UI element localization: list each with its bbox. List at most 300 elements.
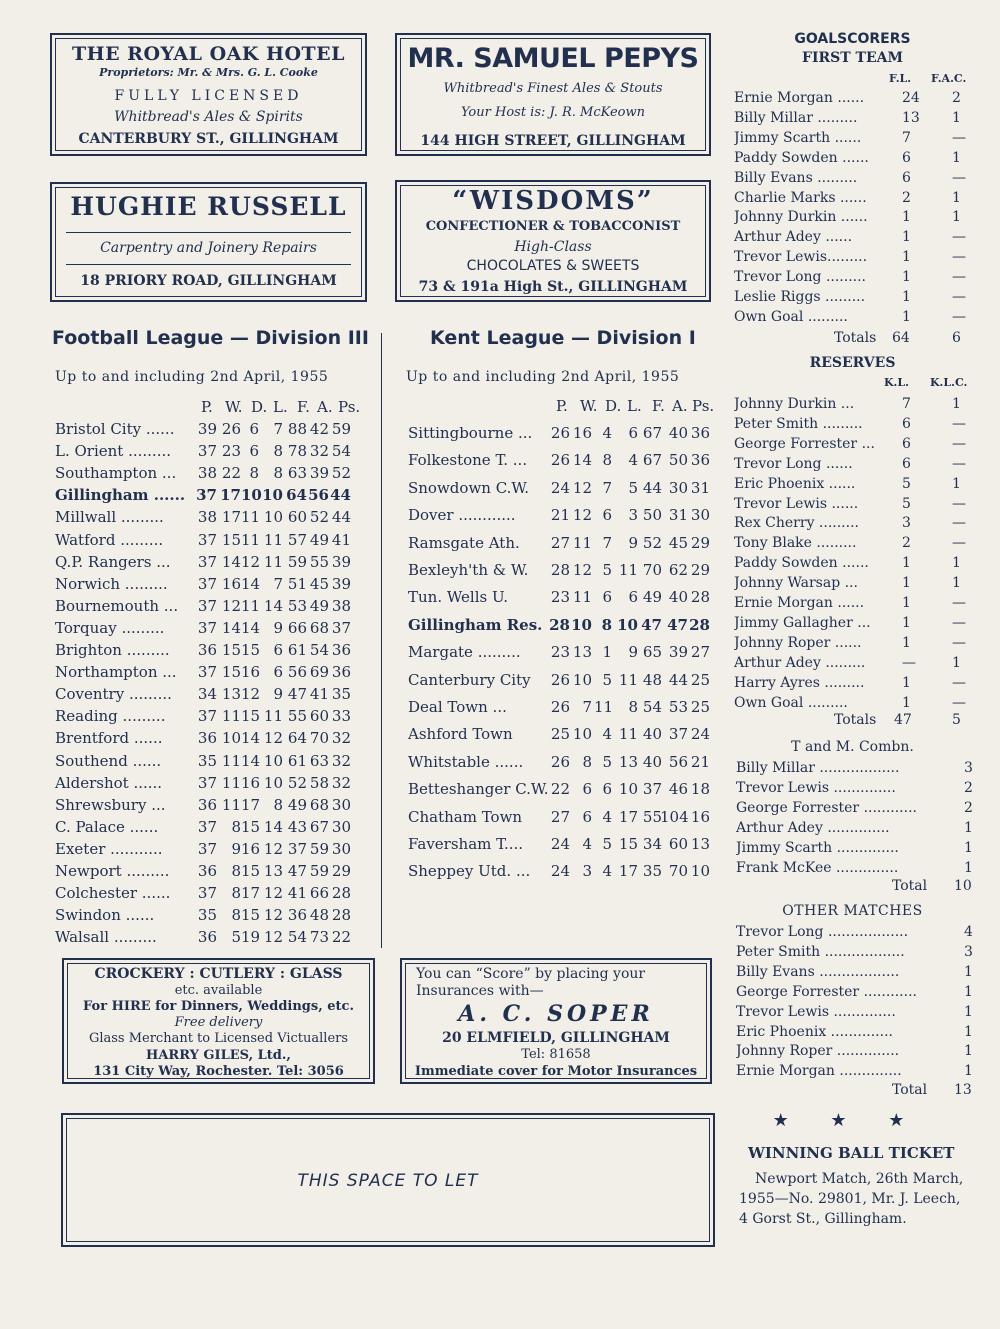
scorer-name: Trevor Lewis ...... <box>734 495 859 512</box>
stat-cell: 32 <box>331 773 351 792</box>
scorer-row <box>734 496 974 516</box>
stat-cell: 24 <box>550 835 570 853</box>
stat-cell: 55 <box>309 552 329 571</box>
stat-cell: 6 <box>628 424 638 442</box>
goal-count-a: 6 <box>902 415 911 432</box>
stat-cell: 12 <box>241 685 261 704</box>
stat-cell: 56 <box>668 752 688 771</box>
stat-cell: 54 <box>287 928 307 947</box>
stat-cell: 12 <box>572 478 592 497</box>
total-value: 10 <box>954 878 972 894</box>
col-klc: K.L.C. <box>930 376 968 389</box>
stat-cell: 1 <box>602 643 612 662</box>
scorer-name: Trevor Long ......... <box>734 269 867 286</box>
stat-cell: 14 <box>221 552 241 571</box>
stat-cell: 66 <box>309 884 329 903</box>
scorer-row <box>734 289 974 309</box>
stat-cell: 53 <box>668 698 688 716</box>
reserves-heading: RESERVES <box>809 355 896 371</box>
stat-cell: 26 <box>550 698 570 716</box>
stat-cell: 8 <box>273 464 283 483</box>
league-row <box>408 451 718 473</box>
scorer-row <box>734 269 974 289</box>
league-row <box>55 818 370 840</box>
stat-cell: 29 <box>331 862 351 880</box>
team-name: C. Palace ...... <box>55 817 159 836</box>
stat-cell: 27 <box>550 533 570 552</box>
scorer-name: Arthur Adey ...... <box>734 229 853 246</box>
league-row <box>55 685 370 707</box>
goal-count-a: 1 <box>902 614 911 631</box>
col-d: D. <box>251 398 268 416</box>
scorer-name: Trevor Lewis .............. <box>736 1003 896 1020</box>
stat-cell: 10 <box>618 780 638 799</box>
stat-cell: 38 <box>197 508 217 527</box>
goal-count-a: 1 <box>902 249 911 266</box>
stat-cell: 27 <box>690 643 710 662</box>
stat-cell: 17 <box>241 884 261 903</box>
stat-cell: 28 <box>689 615 710 634</box>
league-row <box>55 729 370 751</box>
stat-cell: 32 <box>331 751 351 770</box>
stat-cell: 10 <box>572 670 592 689</box>
stat-cell: 11 <box>221 707 241 726</box>
scorer-name: Leslie Riggs ......... <box>734 289 866 305</box>
stat-cell: 40 <box>642 725 662 744</box>
scorer-row <box>734 436 974 456</box>
stat-cell: 15 <box>221 530 241 549</box>
league-row <box>55 884 370 906</box>
stat-cell: 34 <box>642 835 662 853</box>
russell-divider-2 <box>66 264 351 265</box>
division3-table <box>55 398 370 948</box>
col-kl: K.L. <box>884 376 909 389</box>
ticket-line2: 1955—No. 29801, Mr. J. Leech, <box>739 1191 961 1207</box>
goal-count-b: 1 <box>952 209 961 226</box>
stat-cell: 60 <box>287 508 307 527</box>
stat-cell: 11 <box>221 751 241 770</box>
stat-cell: 64 <box>287 729 307 748</box>
scorer-row <box>736 820 974 840</box>
scorer-row <box>734 476 974 496</box>
stat-cell: 11 <box>572 533 592 552</box>
col-w: W. <box>225 398 243 416</box>
team-name: Gillingham ...... <box>55 486 186 505</box>
crockery-line4: Glass Merchant to Licensed Victuallers <box>88 1031 349 1046</box>
scorer-name: Peter Smith ......... <box>734 415 863 432</box>
stat-cell: 30 <box>668 478 688 497</box>
stat-cell: 37 <box>197 884 217 903</box>
stat-cell: 9 <box>628 643 638 662</box>
scorer-row <box>734 209 974 229</box>
goal-count-b: — <box>952 634 966 651</box>
scorer-row <box>734 229 974 249</box>
first-team-totals <box>734 330 974 350</box>
stat-cell: 23 <box>221 442 241 461</box>
scorer-name: Tony Blake ......... <box>734 535 857 552</box>
team-name: Betteshanger C.W. <box>408 780 549 799</box>
scorer-name: Charlie Marks ...... <box>734 189 867 206</box>
goal-count-a: 5 <box>902 475 911 492</box>
stat-cell: 58 <box>309 773 329 792</box>
royal-oak-address: CANTERBURY ST., GILLINGHAM <box>78 131 339 147</box>
goal-count-a: 13 <box>902 109 920 126</box>
stat-cell: 44 <box>331 508 351 527</box>
league-row <box>55 420 370 442</box>
goal-count: 1 <box>964 963 973 980</box>
stat-cell: 16 <box>241 663 261 682</box>
stat-cell: 70 <box>668 862 688 881</box>
stat-cell: 37 <box>197 773 217 792</box>
stat-cell: 4 <box>602 725 612 744</box>
stat-cell: 47 <box>667 615 688 634</box>
goal-count-a: 5 <box>902 495 911 512</box>
stat-cell: 26 <box>550 424 570 442</box>
league-row <box>408 862 718 884</box>
league-row <box>408 424 718 446</box>
ad-wisdoms <box>395 180 711 302</box>
other-table <box>736 924 974 1104</box>
goal-count-a: 7 <box>902 129 911 146</box>
scorer-row <box>734 515 974 535</box>
team-name: Gillingham Res. <box>408 615 543 634</box>
stat-cell: 39 <box>309 464 329 483</box>
stat-cell: 8 <box>231 817 241 836</box>
stat-cell: 4 <box>602 807 612 826</box>
col-fl: F.L. <box>889 72 912 85</box>
stat-cell: 10 <box>221 729 241 748</box>
crockery-name: HARRY GILES, Ltd., <box>146 1048 291 1063</box>
ad-space-to-let <box>61 1113 715 1247</box>
stat-cell: 13 <box>618 752 638 771</box>
goal-count: 3 <box>964 943 973 960</box>
stat-cell: 38 <box>331 596 351 615</box>
stat-cell: 7 <box>273 420 283 438</box>
league-row <box>408 808 718 830</box>
stat-cell: 40 <box>642 752 662 771</box>
other-total <box>736 1082 974 1102</box>
stat-cell: 64 <box>286 486 307 505</box>
scorer-name: Johnny Durkin ... <box>734 396 855 412</box>
ticket-line1: Newport Match, 26th March, <box>755 1171 964 1187</box>
team-name: Watford ......... <box>55 530 164 549</box>
team-name: Dover ............ <box>408 506 516 525</box>
first-team-heading: FIRST TEAM <box>802 50 903 66</box>
col-a: A. <box>317 398 333 416</box>
stat-cell: 16 <box>572 424 592 442</box>
stat-cell: 8 <box>602 451 612 470</box>
scorer-name: Johnny Durkin ...... <box>734 209 868 226</box>
scorer-row <box>736 944 974 964</box>
league-row <box>55 553 370 575</box>
team-name: Bournemouth ... <box>55 596 179 615</box>
stat-cell: 28 <box>690 588 710 607</box>
total-fl: 64 <box>892 330 910 346</box>
scorer-row <box>734 555 974 575</box>
league-row <box>55 464 370 486</box>
pepys-host: Your Host is: J. R. McKeown <box>460 105 646 120</box>
stat-cell: 28 <box>550 561 570 579</box>
stat-cell: 39 <box>197 420 217 438</box>
scorer-row <box>736 1004 974 1024</box>
stat-cell: 19 <box>241 928 261 947</box>
league-row <box>408 561 718 583</box>
goal-count-a: 1 <box>902 634 911 651</box>
goal-count-a: 24 <box>902 90 920 106</box>
stat-cell: 5 <box>628 478 638 497</box>
russell-title: HUGHIE RUSSELL <box>70 192 347 221</box>
totals-label: Totals <box>834 712 877 728</box>
stat-cell: 15 <box>221 663 241 682</box>
team-name: Canterbury City <box>408 670 531 689</box>
stat-cell: 56 <box>287 663 307 682</box>
scorer-name: Trevor Lewis......... <box>734 249 868 266</box>
team-name: Tun. Wells U. <box>408 588 509 607</box>
team-name: Folkestone T. ... <box>408 451 528 470</box>
stars-divider: ★ ★ ★ <box>772 1110 923 1131</box>
reserves-table <box>734 376 974 736</box>
stat-cell: 47 <box>287 685 307 704</box>
goal-count: 2 <box>964 779 973 796</box>
stat-cell: 49 <box>642 588 662 607</box>
stat-cell: 11 <box>572 588 592 607</box>
col-ps: Ps. <box>338 398 361 416</box>
scorer-row <box>736 1024 974 1044</box>
team-name: Southampton ... <box>55 464 177 483</box>
stat-cell: 26 <box>550 752 570 771</box>
total-klc: 5 <box>952 712 961 728</box>
scorer-row <box>734 90 974 110</box>
stat-cell: 17 <box>618 862 638 881</box>
goal-count-b: 1 <box>952 654 961 671</box>
goal-count-b: — <box>952 415 966 432</box>
stat-cell: 10 <box>263 508 283 527</box>
stat-cell: 8 <box>601 615 612 634</box>
stat-cell: 73 <box>309 928 329 947</box>
stat-cell: 55 <box>642 807 662 826</box>
stat-cell: 16 <box>221 574 241 593</box>
russell-divider <box>66 232 351 233</box>
goal-count: 1 <box>964 983 973 1000</box>
stat-cell: 8 <box>231 884 241 903</box>
stat-cell: 30 <box>331 795 351 814</box>
team-name: Brighton ......... <box>55 641 170 659</box>
division3-subtitle: Up to and including 2nd April, 1955 <box>55 369 329 385</box>
stat-cell: 11 <box>618 725 638 744</box>
stat-cell: 6 <box>249 420 259 438</box>
stat-cell: 7 <box>582 698 592 716</box>
stat-cell: 9 <box>231 839 241 858</box>
stat-cell: 15 <box>241 641 261 659</box>
pepys-address: 144 HIGH STREET, GILLINGHAM <box>420 133 686 149</box>
scorer-name: Paddy Sowden ...... <box>734 555 869 572</box>
goal-count: 1 <box>964 1063 973 1080</box>
wisdoms-address: 73 & 191a High St., GILLINGHAM <box>418 279 688 295</box>
goal-count-b: 1 <box>952 575 961 592</box>
col-a: A. <box>672 397 688 415</box>
stat-cell: 35 <box>331 685 351 704</box>
stat-cell: 7 <box>273 574 283 593</box>
team-name: Ashford Town <box>408 725 513 744</box>
goal-count-b: — <box>952 169 966 186</box>
stat-cell: 11 <box>221 795 241 814</box>
stat-cell: 52 <box>309 508 329 527</box>
stat-cell: 22 <box>331 928 351 947</box>
scorer-name: Harry Ayres ......... <box>734 674 865 691</box>
other-heading: OTHER MATCHES <box>782 903 923 919</box>
stat-cell: 8 <box>231 862 241 880</box>
stat-cell: 8 <box>628 698 638 716</box>
stat-cell: 22 <box>221 464 241 483</box>
stat-cell: 25 <box>550 725 570 744</box>
goal-count-a: 1 <box>902 555 911 572</box>
scorer-row <box>734 456 974 476</box>
stat-cell: 61 <box>287 751 307 770</box>
stat-cell: 50 <box>668 451 688 470</box>
col-p: P. <box>201 398 213 416</box>
stat-cell: 9 <box>628 533 638 552</box>
team-name: Sittingbourne ... <box>408 424 533 442</box>
column-divider <box>381 333 382 948</box>
stat-cell: 14 <box>263 596 283 615</box>
scorer-name: Billy Millar ......... <box>734 109 858 126</box>
scorer-name: Billy Evans .................. <box>736 963 900 980</box>
stat-cell: 8 <box>273 795 283 814</box>
stat-cell: 88 <box>287 420 307 438</box>
first-team-cols <box>734 72 974 92</box>
goal-count-b: — <box>952 269 966 286</box>
stat-cell: 11 <box>241 596 261 615</box>
stat-cell: 4 <box>602 424 612 442</box>
stat-cell: 13 <box>221 685 241 704</box>
stat-cell: 62 <box>668 561 688 579</box>
stat-cell: 14 <box>263 817 283 836</box>
stat-cell: 31 <box>668 506 688 525</box>
stat-cell: 36 <box>690 424 710 442</box>
stat-cell: 22 <box>550 780 570 799</box>
stat-cell: 37 <box>197 839 217 858</box>
stat-cell: 37 <box>197 663 217 682</box>
stat-cell: 24 <box>550 478 570 497</box>
stat-cell: 44 <box>668 670 688 689</box>
scorer-name: Trevor Lewis .............. <box>736 779 896 796</box>
goal-count-b: — <box>952 435 966 452</box>
scorer-name: Own Goal ......... <box>734 694 848 711</box>
league-row <box>55 619 370 641</box>
scorer-row <box>736 760 974 780</box>
team-name: Aldershot ...... <box>55 773 163 792</box>
goal-count: 1 <box>964 859 973 876</box>
goal-count-b: 1 <box>952 149 961 166</box>
stat-cell: 12 <box>263 839 283 858</box>
stat-cell: 39 <box>331 552 351 571</box>
stat-cell: 14 <box>241 751 261 770</box>
pepys-ales: Whitbread's Finest Ales & Stouts <box>443 81 663 96</box>
stat-cell: 36 <box>331 663 351 682</box>
stat-cell: 104 <box>660 807 689 826</box>
team-name: Chatham Town <box>408 807 523 826</box>
royal-oak-proprietors: Proprietors: Mr. & Mrs. G. L. Cooke <box>99 66 318 79</box>
stat-cell: 45 <box>309 574 329 593</box>
league-row <box>55 641 370 663</box>
stat-cell: 28 <box>549 615 570 634</box>
stat-cell: 10 <box>617 615 638 634</box>
stat-cell: 11 <box>221 773 241 792</box>
goal-count-a: 6 <box>902 149 911 166</box>
goal-count-a: 6 <box>902 169 911 186</box>
russell-trade: Carpentry and Joinery Repairs <box>100 240 317 256</box>
team-name: Whitstable ...... <box>408 752 524 771</box>
stat-cell: 15 <box>618 835 638 853</box>
stat-cell: 65 <box>642 643 662 662</box>
stat-cell: 26 <box>550 670 570 689</box>
stat-cell: 40 <box>668 588 688 607</box>
stat-cell: 6 <box>602 588 612 607</box>
stat-cell: 70 <box>309 729 329 748</box>
scorer-name: George Forrester ............ <box>736 799 917 816</box>
scorer-name: Frank McKee .............. <box>736 859 899 876</box>
scorer-row <box>734 396 974 416</box>
scorer-name: Johnny Roper ...... <box>734 634 862 651</box>
stat-cell: 25 <box>690 698 710 716</box>
ad-crockery <box>62 958 375 1084</box>
stat-cell: 37 <box>197 552 217 571</box>
stat-cell: 16 <box>241 839 261 858</box>
stat-cell: 21 <box>550 506 570 525</box>
scorer-name: Billy Millar .................. <box>736 760 900 776</box>
stat-cell: 3 <box>582 862 592 881</box>
stat-cell: 35 <box>642 862 662 881</box>
scorer-name: Johnny Warsap ... <box>734 575 858 592</box>
stat-cell: 23 <box>550 643 570 662</box>
team-name: Deal Town ... <box>408 698 507 716</box>
team-name: Sheppey Utd. ... <box>408 862 531 881</box>
stat-cell: 25 <box>690 670 710 689</box>
team-name: Walsall ......... <box>55 928 157 947</box>
scorer-row <box>736 780 974 800</box>
reserves-totals <box>734 712 974 732</box>
goal-count-b: 1 <box>952 555 961 572</box>
goal-count-a: 6 <box>902 455 911 472</box>
goal-count-b: — <box>952 595 966 611</box>
stat-cell: 6 <box>582 780 592 799</box>
stat-cell: 13 <box>690 835 710 853</box>
league-row <box>55 752 370 774</box>
goal-count: 1 <box>964 819 973 836</box>
scorer-row <box>736 840 974 860</box>
goal-count-a: 7 <box>902 396 911 412</box>
goal-count-b: — <box>952 289 966 305</box>
stat-cell: 5 <box>602 670 612 689</box>
stat-cell: 11 <box>618 670 638 689</box>
scorer-row <box>736 800 974 820</box>
goal-count: 1 <box>964 1003 973 1020</box>
goal-count-a: 1 <box>902 575 911 592</box>
ad-hughie-russell <box>50 182 367 302</box>
stat-cell: 16 <box>241 773 261 792</box>
scorer-row <box>734 655 974 675</box>
stat-cell: 11 <box>618 561 638 579</box>
stat-cell: 21 <box>690 752 710 771</box>
stat-cell: 27 <box>550 807 570 826</box>
stat-cell: 36 <box>197 729 217 748</box>
goal-count-b: 2 <box>952 90 961 106</box>
stat-cell: 24 <box>550 862 570 881</box>
scorer-row <box>734 635 974 655</box>
stat-cell: 46 <box>668 780 688 799</box>
stat-cell: 59 <box>287 552 307 571</box>
league-row <box>55 508 370 530</box>
